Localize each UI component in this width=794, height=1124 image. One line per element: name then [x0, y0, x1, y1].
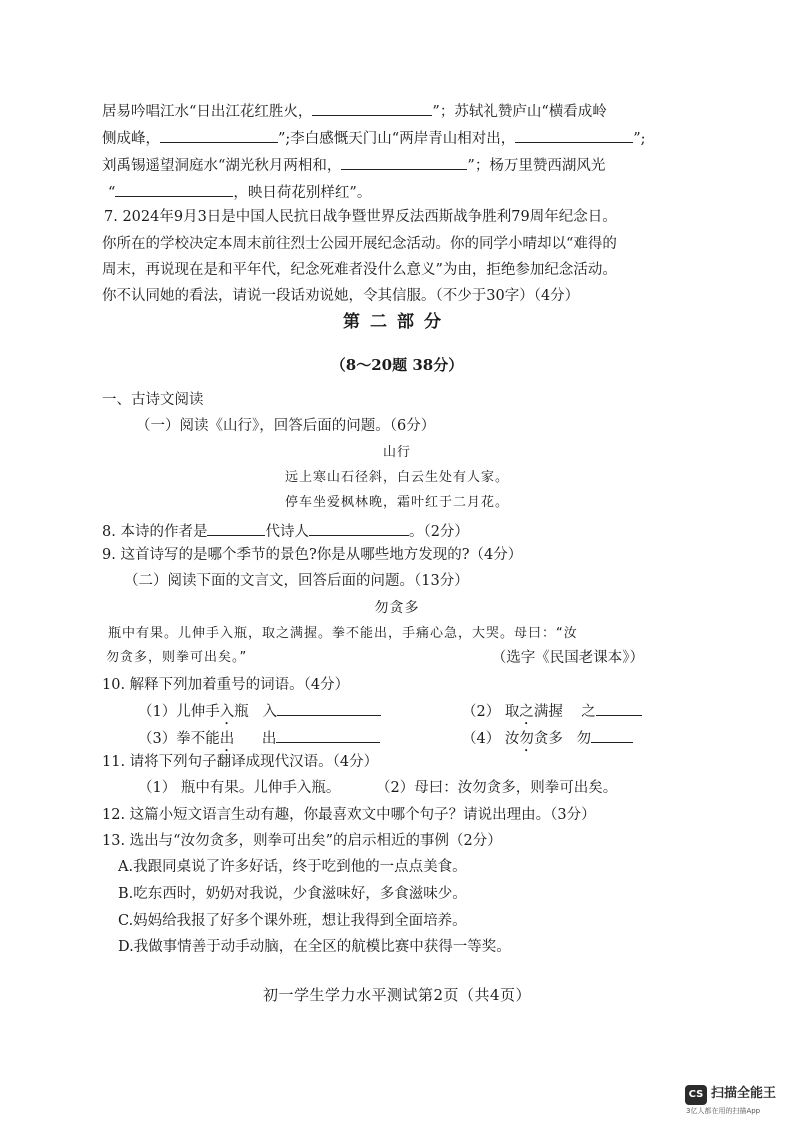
fill-text: ”;	[633, 131, 646, 147]
q10-item-3	[138, 727, 380, 755]
poem-line: 停车坐爱枫林晚，霜叶红于二月花。	[284, 495, 509, 510]
q10-item-4	[462, 727, 633, 755]
q13-option-a[interactable]: A.我跟同桌说了许多好话，终于吃到他的一点点美食。	[118, 859, 467, 875]
fill-text: “	[108, 185, 116, 201]
q7-line-1: 7. 2024年9月3日是中国人民抗日战争暨世界反法西斯战争胜利79周年纪念日。	[104, 209, 617, 225]
poem-title: 山行	[382, 445, 411, 460]
prose-title: 勿贪多	[374, 600, 420, 616]
item-text: （3）拳不能	[138, 731, 220, 747]
fill-line-3	[102, 154, 605, 176]
answer-prompt: 入	[262, 704, 278, 720]
emphasized-word: 之	[519, 704, 534, 720]
part-title: 第二部分	[343, 312, 451, 332]
camscanner-logo-icon: CS	[685, 1085, 707, 1105]
item-text: （4） 汝	[462, 731, 520, 747]
poem-line: 远上寒山石径斜，白云生处有人家。	[284, 470, 509, 485]
item-text: 瓶	[234, 704, 249, 720]
item-text: （1）儿伸手	[138, 704, 220, 720]
answer-blank[interactable]	[115, 181, 233, 197]
page-footer: 初一学生学力水平测试第2页（共4页）	[262, 986, 532, 1004]
fill-text: 刘禹锡遥望洞庭水“湖光秋月两相和，	[102, 158, 342, 174]
fill-text: ，映日荷花别样红”。	[233, 185, 372, 201]
fill-text: ”；苏轼礼赞庐山“横看成岭	[432, 104, 607, 120]
prose-line: 瓶中有果。儿伸手入瓶，取之满握。拳不能出，手痛心急，大哭。母曰：“汝	[108, 626, 578, 641]
q11-stem: 11. 请将下列句子翻译成现代汉语。（4分）	[102, 754, 379, 770]
subsection-title: （二）阅读下面的文言文，回答后面的问题。（13分）	[124, 573, 469, 589]
answer-blank[interactable]	[312, 100, 432, 116]
answer-prompt: 勿	[576, 731, 592, 747]
answer-prompt: 之	[581, 704, 596, 720]
watermark-tagline: 3亿人都在用的扫描App	[686, 1107, 761, 1115]
answer-prompt: 出	[261, 731, 277, 747]
q7-line-3: 周末，再说现在是和平年代，纪念死难者没什么意义”为由，拒绝参加纪念活动。	[102, 262, 617, 278]
prose-line: 勿贪多，则拳可出矣。”	[106, 650, 248, 665]
section-title: 一、古诗文阅读	[102, 392, 204, 408]
q10-item-2	[462, 700, 642, 728]
answer-blank[interactable]	[276, 727, 380, 743]
fill-text: ”；杨万里赞西湖风光	[467, 158, 606, 174]
answer-blank[interactable]	[160, 127, 278, 143]
fill-line-1	[102, 100, 607, 122]
q8-text: 。（2分）	[408, 524, 469, 540]
q11-item-1: （1） 瓶中有果。儿伸手入瓶。	[138, 780, 341, 796]
fill-line-4	[108, 181, 371, 203]
fill-text: ”;李白感慨天门山“两岸青山相对出，	[278, 131, 516, 147]
q13-option-c[interactable]: C.妈妈给我报了好多个课外班，想让我得到全面培养。	[118, 913, 467, 929]
answer-blank[interactable]	[596, 700, 642, 716]
q8-text: 8. 本诗的作者是	[102, 524, 208, 540]
q9: 9. 这首诗写的是哪个季节的景色?你是从哪些地方发现的?（4分）	[102, 547, 523, 563]
prose-source: （选字《民国老课本》）	[491, 650, 644, 666]
answer-blank[interactable]	[207, 520, 265, 536]
q8-text: 代诗人	[265, 524, 309, 540]
q11-item-2: （2）母曰：汝勿贪多，则拳可出矣。	[376, 780, 618, 796]
q10-stem: 10. 解释下列加着重号的词语。（4分）	[102, 677, 350, 693]
emphasized-word: 入	[219, 704, 235, 720]
answer-blank[interactable]	[341, 154, 467, 170]
answer-blank[interactable]	[309, 520, 409, 536]
q13-stem: 13. 选出与“汝勿贪多，则拳可出矣”的启示相近的事例（2分）	[102, 833, 502, 849]
emphasized-word: 出	[219, 731, 235, 747]
fill-line-2	[102, 127, 646, 149]
q8	[102, 520, 469, 542]
fill-text: 居易吟唱江水“日出江花红胜火，	[102, 104, 313, 120]
answer-blank[interactable]	[591, 727, 633, 743]
q13-option-d[interactable]: D.我做事情善于动手动脑，在全区的航模比赛中获得一等奖。	[118, 939, 511, 955]
part-subtitle: （8～20题 38分）	[330, 356, 464, 374]
subsection-title: （一）阅读《山行》，回答后面的问题。（6分）	[136, 418, 436, 434]
item-text: 贪多	[533, 731, 563, 747]
item-text: 满握	[533, 704, 563, 720]
q10-item-1	[138, 700, 381, 728]
q13-option-b[interactable]: B.吃东西时，奶奶对我说，少食滋味好，多食滋味少。	[118, 886, 467, 902]
q12: 12. 这篇小短文语言生动有趣，你最喜欢文中哪个句子？请说出理由。（3分）	[102, 807, 596, 823]
answer-blank[interactable]	[515, 127, 633, 143]
q7-line-2: 你所在的学校决定本周末前往烈士公园开展纪念活动。你的同学小晴却以“难得的	[102, 236, 617, 252]
fill-text: 侧成峰，	[102, 131, 160, 147]
watermark-name: 扫描全能王	[711, 1086, 777, 1101]
q7-line-4: 你不认同她的看法，请说一段话劝说她，令其信服。（不少于30字）（4分）	[102, 288, 580, 304]
answer-blank[interactable]	[277, 700, 381, 716]
emphasized-word: 勿	[519, 731, 534, 747]
item-text: （2） 取	[462, 704, 520, 720]
